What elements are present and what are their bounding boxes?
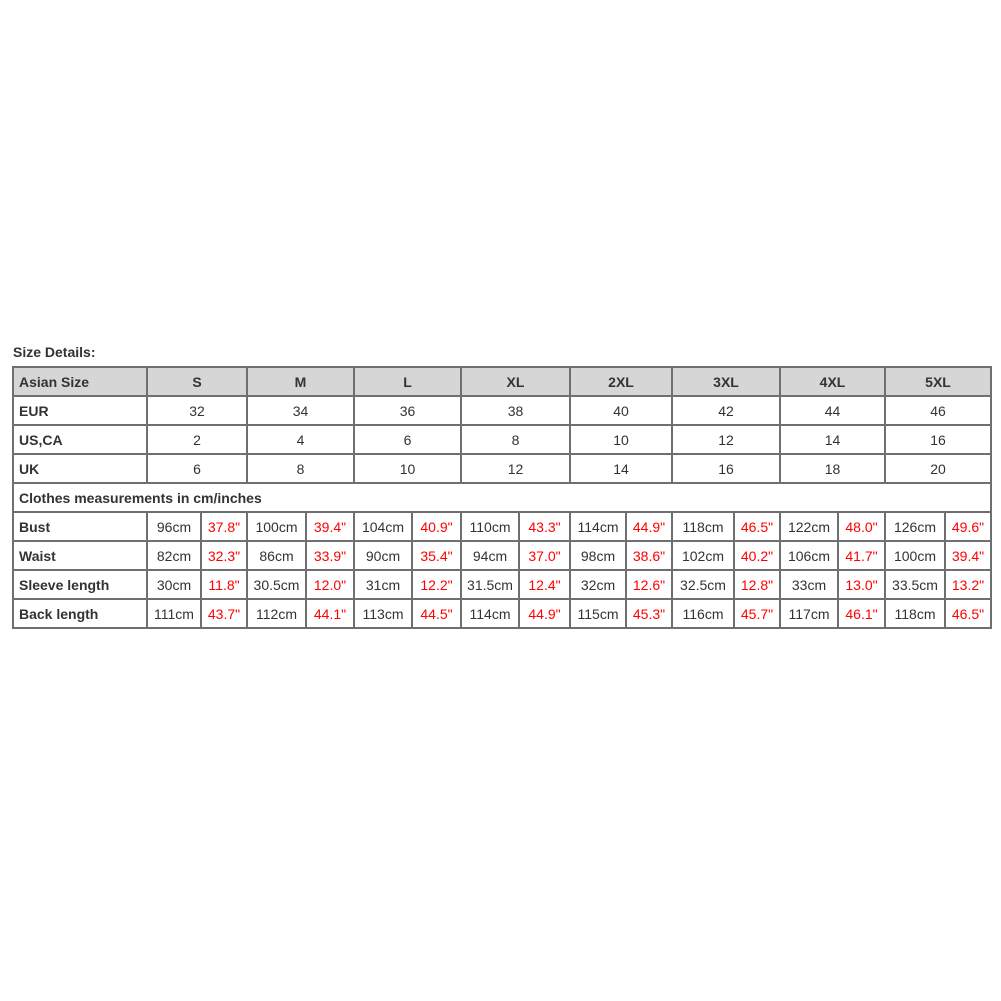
size-header-cell: 4XL [780,367,885,396]
inch-value-cell: 44.9" [626,512,672,541]
size-value-cell: 12 [672,425,780,454]
inch-value-cell: 43.3" [519,512,570,541]
size-value-cell: 44 [780,396,885,425]
table-row [13,512,991,541]
inch-value-cell: 41.7" [838,541,885,570]
size-header-cell: XL [461,367,570,396]
row-label-cell: Sleeve length [13,570,147,599]
cm-value-cell: 122cm [780,512,838,541]
cm-value-cell: 115cm [570,599,626,628]
inch-value-cell: 37.8" [201,512,247,541]
inch-value-cell: 40.9" [412,512,461,541]
size-value-cell: 6 [354,425,461,454]
inch-value-cell: 39.4" [306,512,354,541]
size-value-cell: 34 [247,396,354,425]
size-value-cell: 16 [672,454,780,483]
cm-value-cell: 31cm [354,570,412,599]
inch-value-cell: 35.4" [412,541,461,570]
cm-value-cell: 32.5cm [672,570,734,599]
size-details-caption: Size Details: [13,344,96,360]
cm-value-cell: 113cm [354,599,412,628]
size-value-cell: 42 [672,396,780,425]
cm-value-cell: 100cm [247,512,306,541]
inch-value-cell: 37.0" [519,541,570,570]
inch-value-cell: 32.3" [201,541,247,570]
table-row [13,454,991,483]
inch-value-cell: 12.0" [306,570,354,599]
cm-value-cell: 32cm [570,570,626,599]
size-header-cell: 3XL [672,367,780,396]
table-row [13,425,991,454]
cm-value-cell: 102cm [672,541,734,570]
cm-value-cell: 116cm [672,599,734,628]
inch-value-cell: 13.0" [838,570,885,599]
size-value-cell: 6 [147,454,247,483]
inch-value-cell: 46.1" [838,599,885,628]
size-value-cell: 14 [570,454,672,483]
cm-value-cell: 96cm [147,512,201,541]
row-label-cell: UK [13,454,147,483]
size-chart-table [12,366,992,629]
inch-value-cell: 33.9" [306,541,354,570]
table-row [13,599,991,628]
cm-value-cell: 86cm [247,541,306,570]
header-label-cell: Asian Size [13,367,147,396]
cm-value-cell: 126cm [885,512,945,541]
cm-value-cell: 114cm [461,599,519,628]
row-label-cell: US,CA [13,425,147,454]
table-header-row [13,367,991,396]
size-value-cell: 40 [570,396,672,425]
inch-value-cell: 44.5" [412,599,461,628]
table-row [13,541,991,570]
size-value-cell: 10 [570,425,672,454]
section-title-cell: Clothes measurements in cm/inches [13,483,991,512]
size-header-cell: L [354,367,461,396]
size-header-cell: 5XL [885,367,991,396]
inch-value-cell: 13.2" [945,570,991,599]
inch-value-cell: 12.2" [412,570,461,599]
row-label-cell: Waist [13,541,147,570]
inch-value-cell: 40.2" [734,541,780,570]
cm-value-cell: 117cm [780,599,838,628]
table-row [13,396,991,425]
cm-value-cell: 33cm [780,570,838,599]
cm-value-cell: 33.5cm [885,570,945,599]
size-value-cell: 12 [461,454,570,483]
inch-value-cell: 46.5" [945,599,991,628]
size-value-cell: 20 [885,454,991,483]
row-label-cell: Back length [13,599,147,628]
cm-value-cell: 111cm [147,599,201,628]
cm-value-cell: 118cm [672,512,734,541]
inch-value-cell: 12.6" [626,570,672,599]
size-header-cell: S [147,367,247,396]
cm-value-cell: 94cm [461,541,519,570]
cm-value-cell: 110cm [461,512,519,541]
size-value-cell: 10 [354,454,461,483]
inch-value-cell: 45.7" [734,599,780,628]
cm-value-cell: 90cm [354,541,412,570]
table-row [13,570,991,599]
cm-value-cell: 30.5cm [247,570,306,599]
size-value-cell: 8 [461,425,570,454]
inch-value-cell: 44.1" [306,599,354,628]
cm-value-cell: 82cm [147,541,201,570]
row-label-cell: EUR [13,396,147,425]
inch-value-cell: 45.3" [626,599,672,628]
size-value-cell: 36 [354,396,461,425]
size-value-cell: 4 [247,425,354,454]
cm-value-cell: 104cm [354,512,412,541]
size-value-cell: 32 [147,396,247,425]
inch-value-cell: 12.4" [519,570,570,599]
cm-value-cell: 114cm [570,512,626,541]
inch-value-cell: 43.7" [201,599,247,628]
cm-value-cell: 118cm [885,599,945,628]
size-value-cell: 2 [147,425,247,454]
size-value-cell: 38 [461,396,570,425]
inch-value-cell: 38.6" [626,541,672,570]
size-value-cell: 8 [247,454,354,483]
size-value-cell: 46 [885,396,991,425]
inch-value-cell: 12.8" [734,570,780,599]
inch-value-cell: 11.8" [201,570,247,599]
cm-value-cell: 100cm [885,541,945,570]
inch-value-cell: 48.0" [838,512,885,541]
size-value-cell: 14 [780,425,885,454]
cm-value-cell: 106cm [780,541,838,570]
cm-value-cell: 30cm [147,570,201,599]
inch-value-cell: 49.6" [945,512,991,541]
cm-value-cell: 31.5cm [461,570,519,599]
size-value-cell: 18 [780,454,885,483]
row-label-cell: Bust [13,512,147,541]
inch-value-cell: 44.9" [519,599,570,628]
cm-value-cell: 112cm [247,599,306,628]
cm-value-cell: 98cm [570,541,626,570]
size-header-cell: M [247,367,354,396]
size-value-cell: 16 [885,425,991,454]
inch-value-cell: 46.5" [734,512,780,541]
inch-value-cell: 39.4" [945,541,991,570]
size-header-cell: 2XL [570,367,672,396]
section-row [13,483,991,512]
